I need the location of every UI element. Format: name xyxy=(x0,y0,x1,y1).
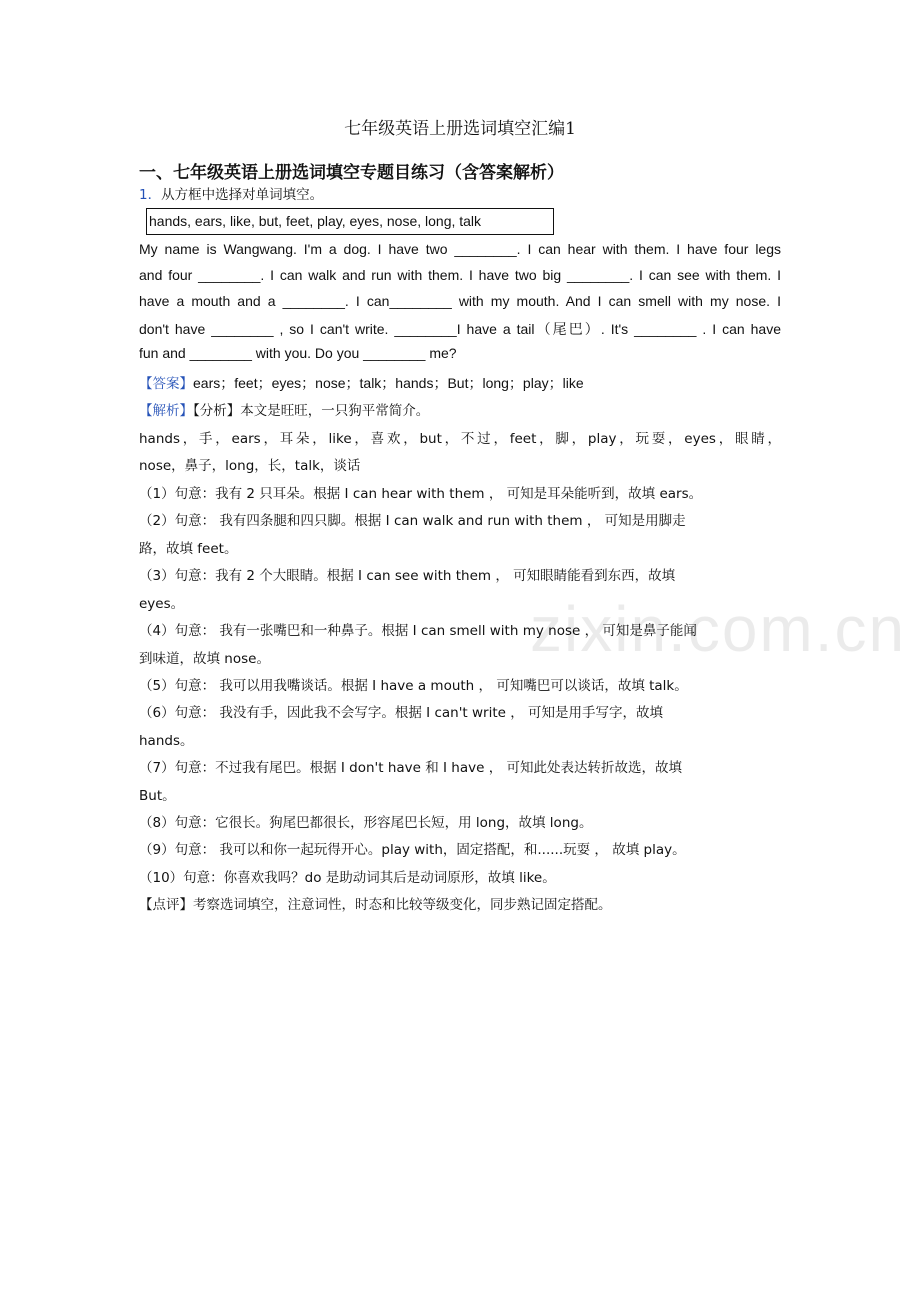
section-heading: 一、七年级英语上册选词填空专题目练习（含答案解析） xyxy=(139,163,564,183)
question-header xyxy=(139,183,323,203)
analysis-line-5: 路，故填 feet。 xyxy=(139,541,238,557)
analysis-line-11: （6）句意： 我没有手，因此我不会写字。根据 I can't write ， 可知是用手写字，故填 xyxy=(139,705,664,721)
answer-text: ears；feet；eyes；nose；talk；hands；But；long；play；like xyxy=(193,375,584,391)
analysis-line-7: eyes。 xyxy=(139,596,185,612)
watermark: zixin.com.cn xyxy=(530,593,907,665)
analysis-line-12: hands。 xyxy=(139,733,194,749)
analysis-line-6: （3）句意：我有 2 个大眼睛。根据 I can see with them ， 可知眼睛能看到东西，故填 xyxy=(139,568,676,584)
passage-line-1: My name is Wangwang. I'm a dog. I have two ________. I can hear with them. I have four legs xyxy=(139,241,781,257)
analysis-line-0: 【分析】本文是旺旺，一只狗平常简介。 xyxy=(193,403,430,419)
document-title: 七年级英语上册选词填空汇编1 xyxy=(344,119,576,139)
analysis-header xyxy=(139,399,781,419)
question-instruction: 从方框中选择对单词填空。 xyxy=(161,187,324,203)
question-number: 1． xyxy=(139,187,162,203)
analysis-line-3: （1）句意：我有 2 只耳朵。根据 I can hear with them ， 可知是耳朵能听到，故填 ears。 xyxy=(139,486,703,502)
answer-tag: 【答案】 xyxy=(139,376,193,392)
answer-line xyxy=(139,372,781,393)
analysis-line-14: But。 xyxy=(139,788,176,804)
passage-line-4: don't have ________ , so I can't write. ________I have a tail（尾巴）. It's ________ . I can have xyxy=(139,321,781,337)
passage-line-3: have a mouth and a ________. I can________ with my mouth. And I can smell with my nose. I xyxy=(139,293,781,309)
analysis-line-13: （7）句意：不过我有尾巴。根据 I don't have 和 I have ， 可知此处表达转折故选，故填 xyxy=(139,760,683,776)
comment-line: 【点评】考察选词填空，注意词性，时态和比较等级变化，同步熟记固定搭配。 xyxy=(139,897,612,913)
passage-line-5: fun and ________ with you. Do you ________ me? xyxy=(139,345,457,361)
word-bank-box: hands, ears, like, but, feet, play, eyes, nose, long, talk xyxy=(146,208,554,235)
analysis-line-15: （8）句意：它很长。狗尾巴都很长，形容尾巴长短，用 long，故填 long。 xyxy=(139,815,593,831)
analysis-line-2: nose，鼻子，long，长，talk，谈话 xyxy=(139,458,361,474)
analysis-tag: 【解析】 xyxy=(139,403,193,419)
analysis-line-8: （4）句意： 我有一张嘴巴和一种鼻子。根据 I can smell with my nose ， 可知是鼻子能闻 xyxy=(139,623,697,639)
analysis-line-17: （10）句意：你喜欢我吗？do 是助动词其后是动词原形，故填 like。 xyxy=(139,870,556,886)
analysis-line-16: （9）句意： 我可以和你一起玩得开心。play with，固定搭配，和......玩耍 ， 故填 play。 xyxy=(139,842,686,858)
passage-line-2: and four ________. I can walk and run with them. I have two big ________. I can see with them. I xyxy=(139,267,781,283)
analysis-line-10: （5）句意： 我可以用我嘴谈话。根据 I have a mouth ， 可知嘴巴可以谈话，故填 talk。 xyxy=(139,678,688,694)
analysis-line-9: 到味道，故填 nose。 xyxy=(139,651,270,667)
analysis-line-4: （2）句意： 我有四条腿和四只脚。根据 I can walk and run with them ， 可知是用脚走 xyxy=(139,513,686,529)
analysis-line-1: hands，手，ears，耳朵，like，喜欢，but，不过，feet，脚，play，玩耍，eyes，眼睛， xyxy=(139,431,781,447)
